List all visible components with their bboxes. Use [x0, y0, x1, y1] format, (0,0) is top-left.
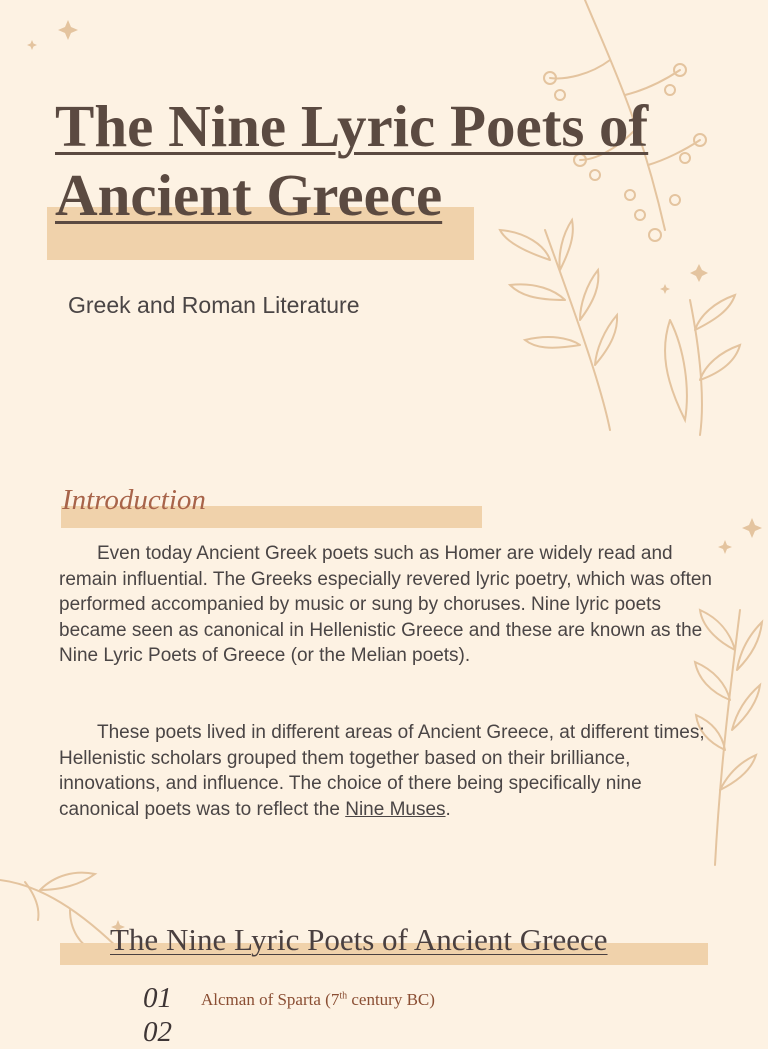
poet-name-text: Alcman of Sparta (7 — [201, 990, 340, 1009]
poet-number: 02 — [143, 1016, 172, 1048]
poets-section-heading: The Nine Lyric Poets of Ancient Greece — [110, 922, 608, 957]
introduction-paragraph-2 — [59, 720, 719, 822]
document-subtitle: Greek and Roman Literature — [68, 292, 360, 318]
paragraph-2-end: . — [445, 798, 451, 820]
introduction-paragraph-1 — [59, 541, 719, 669]
document-title: The Nine Lyric Poets of Ancient Greece — [55, 93, 649, 228]
introduction-heading: Introduction — [62, 484, 206, 516]
poet-number: 01 — [143, 982, 172, 1014]
sparkle-icon — [20, 14, 90, 54]
sparkle-icon — [655, 262, 715, 302]
paragraph-2-text: These poets lived in different areas of Ancient Greece, at different times; Hellenistic scholars grouped them together based on their brilliance, innovations, and influence. The choice of there being specifically nine canonical poets was to reflect the — [59, 722, 705, 820]
ordinal-suffix: th — [339, 990, 348, 1002]
nine-muses-link[interactable]: Nine Muses — [345, 798, 446, 820]
poet-name — [201, 990, 435, 1010]
paragraph-1-text: Even today Ancient Greek poets such as Homer are widely read and remain influential. The Greeks especially revered lyric poetry, which was often performed accompanied by music or sung by choruses. Nine lyric poets became seen as canonical in Hellenistic Greece and these are known as the Nine Lyric Poets of Greece (or the Melian poets). — [59, 543, 712, 667]
poet-name-tail: century BC) — [347, 990, 435, 1009]
